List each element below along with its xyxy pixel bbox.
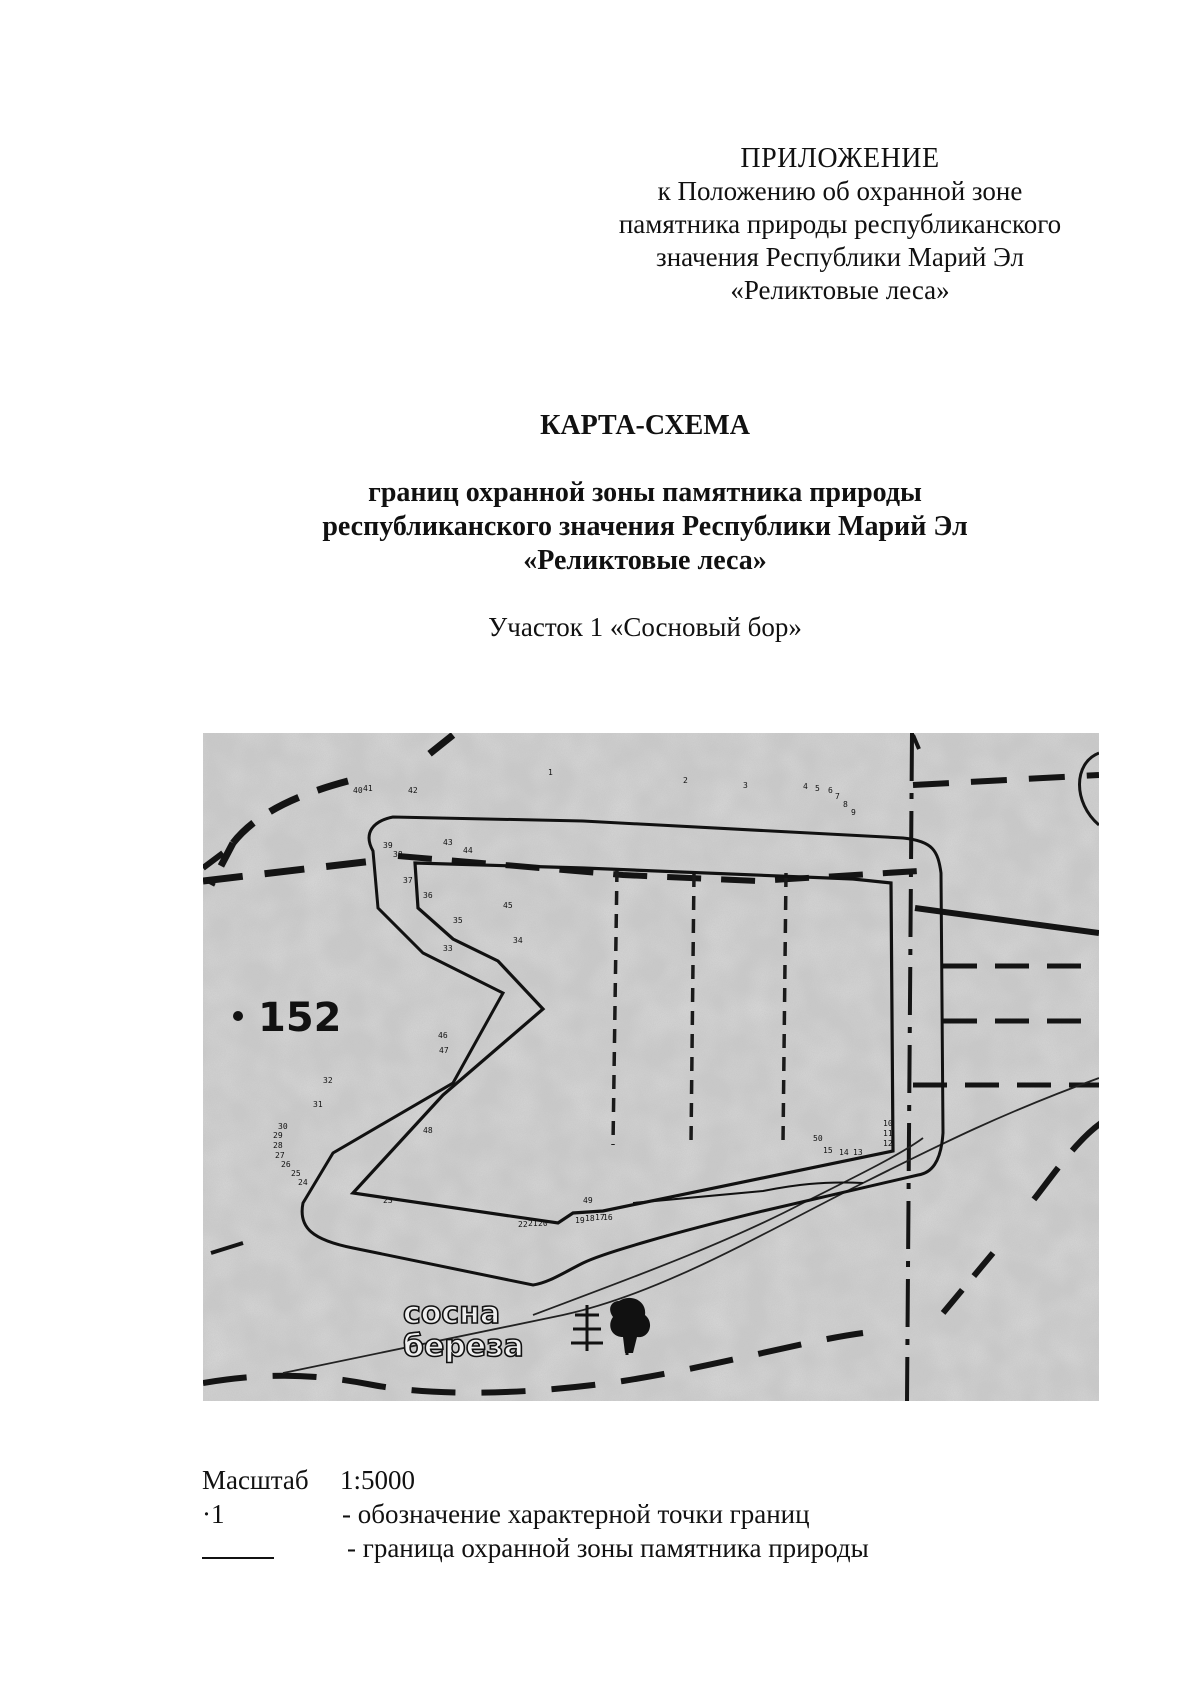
appendix-title: ПРИЛОЖЕНИЕ bbox=[740, 143, 940, 174]
species-label-birch: береза bbox=[403, 1329, 524, 1364]
boundary-point-label: 8 bbox=[843, 800, 848, 809]
legend-line-desc: - граница охранной зоны памятника природы bbox=[347, 1533, 869, 1563]
boundary-point-label: 39 bbox=[383, 841, 393, 850]
boundary-point-label: 47 bbox=[439, 1046, 449, 1055]
legend-point-desc: - обозначение характерной точки границ bbox=[342, 1499, 810, 1529]
boundary-point-label: 30 bbox=[278, 1122, 288, 1131]
legend-line-row bbox=[202, 1531, 1002, 1565]
boundary-point-label: 18 bbox=[585, 1214, 595, 1223]
boundary-point-label: 13 bbox=[853, 1148, 863, 1157]
boundary-point-label: 16 bbox=[603, 1213, 613, 1222]
boundary-point-label: 29 bbox=[273, 1131, 283, 1140]
boundary-point-label: 12 bbox=[883, 1139, 893, 1148]
boundary-point-label: 15 bbox=[823, 1146, 833, 1155]
boundary-point-label: 33 bbox=[443, 944, 453, 953]
boundary-point-label: 1 bbox=[548, 768, 553, 777]
boundary-point-label: 48 bbox=[423, 1126, 433, 1135]
map-legend bbox=[202, 1463, 1002, 1565]
boundary-point-label: 26 bbox=[281, 1160, 291, 1169]
boundary-point-label: 46 bbox=[438, 1031, 448, 1040]
appendix-header bbox=[600, 142, 1080, 307]
boundary-point-label: 24 bbox=[298, 1178, 308, 1187]
quarter-marker-dot bbox=[233, 1011, 243, 1021]
boundary-point-label: 45 bbox=[503, 901, 513, 910]
boundary-point-label: 6 bbox=[828, 786, 833, 795]
boundary-point-label: 5 bbox=[815, 784, 820, 793]
boundary-point-label: 7 bbox=[835, 792, 840, 801]
boundary-point-label: 14 bbox=[839, 1148, 849, 1157]
boundary-point-label: 23 bbox=[383, 1196, 393, 1205]
boundary-point-label: 41 bbox=[363, 784, 373, 793]
boundary-map-svg bbox=[203, 733, 1099, 1401]
boundary-point-label: 38 bbox=[393, 850, 403, 859]
boundary-point-label: 3 bbox=[743, 781, 748, 790]
boundary-point-label: 10 bbox=[883, 1119, 893, 1128]
appendix-line-1: к Положению об охранной зоне bbox=[657, 176, 1023, 206]
boundary-point-label: 37 bbox=[403, 876, 413, 885]
boundary-point-label: 32 bbox=[323, 1076, 333, 1085]
quarter-number: 152 bbox=[258, 995, 342, 1041]
boundary-point-label: 27 bbox=[275, 1151, 285, 1160]
boundary-map bbox=[203, 733, 1099, 1401]
boundary-point-label: 9 bbox=[851, 808, 856, 817]
subtitle-line-3: «Реликтовые леса» bbox=[523, 545, 767, 576]
appendix-line-4: «Реликтовые леса» bbox=[730, 275, 950, 305]
legend-point-row bbox=[202, 1497, 1002, 1531]
boundary-point-label: 42 bbox=[408, 786, 418, 795]
boundary-point-label: 11 bbox=[883, 1129, 893, 1138]
subtitle-line-1: границ охранной зоны памятника природы bbox=[368, 477, 922, 508]
legend-line-sample bbox=[202, 1557, 274, 1559]
plot-name: Участок 1 «Сосновый бор» bbox=[488, 612, 802, 642]
boundary-point-label: 36 bbox=[423, 891, 433, 900]
boundary-point-label: 35 bbox=[453, 916, 463, 925]
legend-scale-value: 1:5000 bbox=[340, 1465, 416, 1495]
boundary-point-label: 4 bbox=[803, 782, 808, 791]
appendix-line-3: значения Республики Марий Эл bbox=[656, 242, 1024, 272]
appendix-line-2: памятника природы республиканского bbox=[618, 209, 1062, 239]
boundary-point-label: 25 bbox=[291, 1169, 301, 1178]
document-subtitle bbox=[0, 476, 1200, 578]
boundary-point-label: 34 bbox=[513, 936, 523, 945]
boundary-point-label: 19 bbox=[575, 1216, 585, 1225]
boundary-point-label: 28 bbox=[273, 1141, 283, 1150]
legend-scale-row bbox=[202, 1463, 1002, 1497]
species-label-pine: сосна bbox=[403, 1296, 501, 1331]
boundary-point-label: 21 bbox=[528, 1219, 538, 1228]
boundary-point-label: 2 bbox=[683, 776, 688, 785]
subtitle-line-2: республиканского значения Республики Марий Эл bbox=[322, 511, 968, 542]
legend-point-symbol: ·1 bbox=[202, 1499, 225, 1529]
boundary-point-label: 49 bbox=[583, 1196, 593, 1205]
boundary-point-label: 17 bbox=[595, 1213, 605, 1222]
boundary-point-label: 40 bbox=[353, 786, 363, 795]
boundary-point-label: 20 bbox=[538, 1219, 548, 1228]
boundary-point-label: 50 bbox=[813, 1134, 823, 1143]
boundary-point-label: 22 bbox=[518, 1220, 528, 1229]
boundary-point-label: 43 bbox=[443, 838, 453, 847]
map-texture-grain bbox=[203, 733, 1099, 1401]
legend-scale-label: Масштаб bbox=[202, 1465, 309, 1495]
document-title: КАРТА-СХЕМА bbox=[540, 410, 750, 441]
boundary-point-label: 44 bbox=[463, 846, 473, 855]
boundary-point-label: 31 bbox=[313, 1100, 323, 1109]
